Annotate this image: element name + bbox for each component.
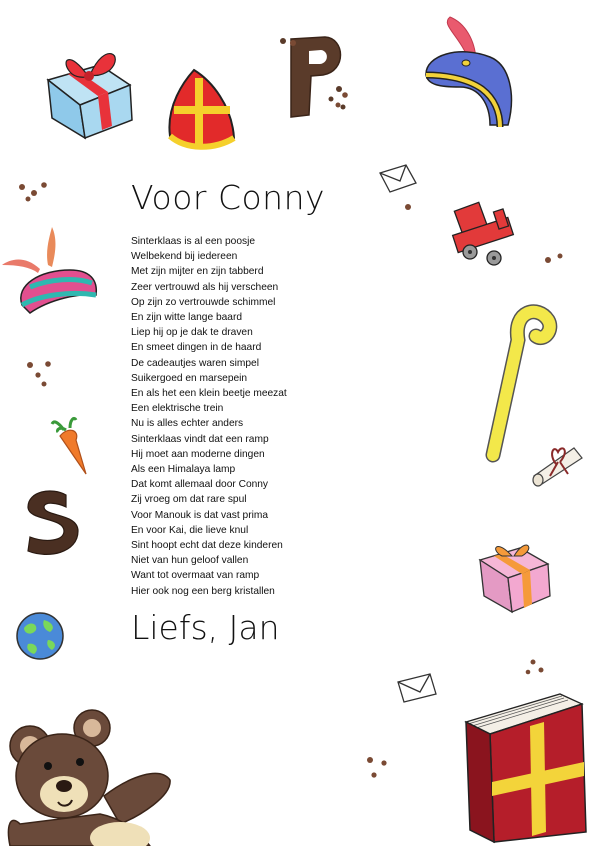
envelope-icon xyxy=(396,672,438,706)
poem-line: Nu is alles echter anders xyxy=(131,418,244,430)
poem-line: Voor Manouk is dat vast prima xyxy=(131,509,269,521)
poem-line: En voor Kai, die lieve knul xyxy=(131,524,249,536)
poem-line: En zijn witte lange baard xyxy=(131,312,242,324)
poem-line: En smeet dingen in de haard xyxy=(131,342,262,354)
toy-train-icon xyxy=(448,196,520,268)
signature: Liefs, Jan xyxy=(131,608,280,647)
pete-hat-icon xyxy=(0,225,105,320)
poem-line: En als het een klein beetje meezat xyxy=(131,388,287,400)
poem-line: Als een Himalaya lamp xyxy=(131,464,236,476)
big-book-icon xyxy=(460,682,590,842)
poem-line: Met zijn mijter en zijn tabberd xyxy=(131,266,264,278)
poem-line: Zij vroeg om dat rare spul xyxy=(131,494,247,506)
chocolate-letter-s-icon xyxy=(22,485,82,557)
poem-line: Niet van hun geloof vallen xyxy=(131,555,249,567)
poem-line: Sinterklaas is al een poosje xyxy=(131,236,256,247)
gift-box-icon xyxy=(476,534,554,614)
poem-line: Sinterklaas vindt dat een ramp xyxy=(131,433,269,445)
poem-line: Hij moet aan moderne dingen xyxy=(131,448,265,460)
letter-title: Voor Conny xyxy=(131,178,326,217)
envelope-icon xyxy=(378,163,418,195)
poem-line: Hier ook nog een berg kristallen xyxy=(131,585,275,597)
poem-line: Dat komt allemaal door Conny xyxy=(131,479,269,491)
poem-line: Een elektrische trein xyxy=(131,403,224,415)
scroll-icon xyxy=(528,436,588,486)
poem-line: Suikergoed en marsepein xyxy=(131,372,248,384)
poem-line: Op zijn zo vertrouwde schimmel xyxy=(131,296,276,308)
poem-line: Zeer vertrouwd als hij verscheen xyxy=(131,281,279,293)
poem-line: Liep hij op je dak te draven xyxy=(131,327,253,339)
poem-line: De cadeautjes waren simpel xyxy=(131,357,259,369)
carrot-icon xyxy=(50,416,94,478)
globe-ball-icon xyxy=(14,610,66,662)
teddy-bear-icon xyxy=(0,706,175,846)
poem-line: Sint hoopt echt dat deze kinderen xyxy=(131,540,283,552)
poem-line: Want tot overmaat van ramp xyxy=(131,570,260,582)
poem-line: Welbekend bij iedereen xyxy=(131,251,238,263)
